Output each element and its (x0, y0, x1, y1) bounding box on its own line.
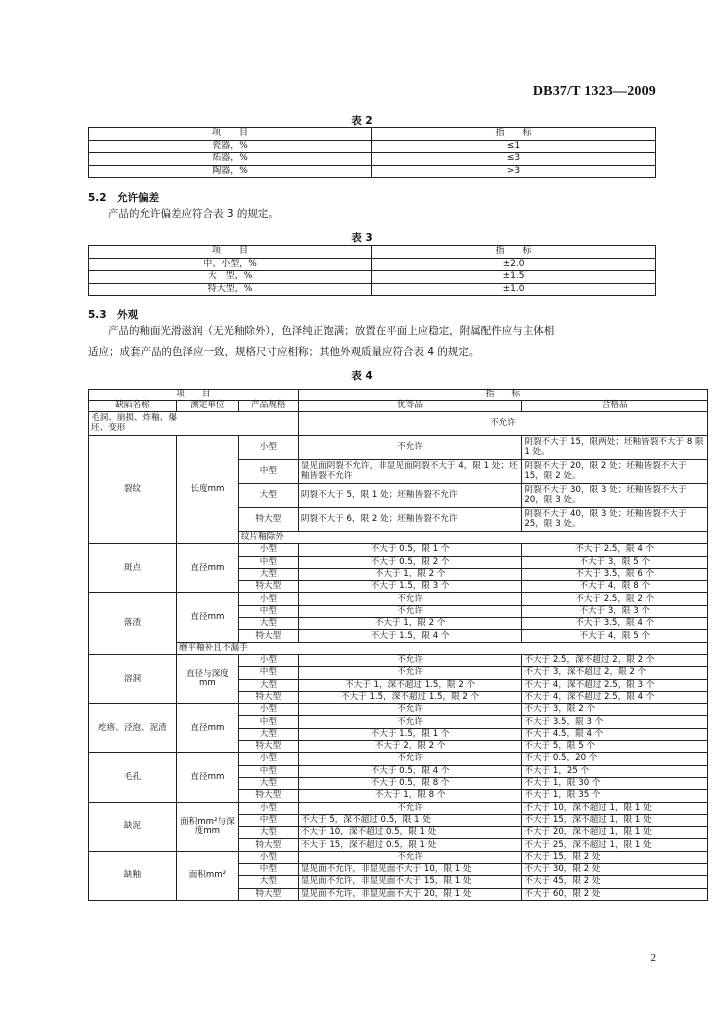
qualified-cell: 不大于 4，深不超过 2.5，限 3 个 (522, 679, 708, 691)
qualified-cell: 不大于 4，深不超过 2.5，限 4 个 (522, 691, 708, 703)
superior-cell: 不大于 1，深不超过 1.5，限 2 个 (298, 679, 522, 691)
table3-col-index: 指 标 (372, 246, 656, 259)
unit-cell: 面积mm²与深度mm (176, 802, 238, 851)
superior-cell: 不允许 (298, 605, 522, 617)
table-row (89, 436, 708, 460)
spec-cell: 中型 (238, 556, 298, 568)
table4-h-index: 指 标 (298, 390, 707, 401)
superior-cell: 不允许 (298, 851, 522, 863)
table4-header-row2 (89, 401, 708, 412)
table-row (89, 165, 656, 178)
superior-cell: 不允许 (298, 753, 522, 765)
qualified-cell: 不大于 1，限 35 个 (522, 790, 708, 802)
unit-cell: 直径mm (176, 593, 238, 642)
table-row (89, 802, 708, 814)
superior-cell: 不允许 (298, 802, 522, 814)
superior-cell: 不允许 (298, 654, 522, 666)
qualified-cell: 阴裂不大于 40，限 3 处；坯釉皆裂不大于 25，限 3 处。 (522, 508, 708, 532)
spec-cell: 特大型 (238, 888, 298, 900)
defect-name: 毛洞、崩损、炸釉、爆坯、变形 (89, 412, 299, 436)
qualified-cell: 不大于 3，限 2 个 (522, 704, 708, 716)
spec-cell: 特大型 (238, 741, 298, 753)
table3-value: ±1.5 (372, 271, 656, 284)
table-row (89, 851, 708, 863)
qualified-cell: 不大于 3，限 3 个 (522, 605, 708, 617)
qualified-cell: 阴裂不大于 30，限 3 处；坯釉皆裂不大于 20，限 3 处。 (522, 484, 708, 508)
spec-cell: 特大型 (238, 630, 298, 642)
spec-cell: 特大型 (238, 839, 298, 851)
spec-cell: 中型 (238, 814, 298, 826)
qualified-cell: 不大于 2.5，深不超过 2，限 2 个 (522, 654, 708, 666)
superior-cell: 显见面不允许，非显见面不大于 15，限 1 处 (298, 876, 522, 888)
spec-cell: 大型 (238, 568, 298, 580)
table-row (89, 642, 708, 654)
unit-cell: 直径mm (176, 704, 238, 753)
qualified-cell: 不大于 1，限 30 个 (522, 777, 708, 789)
superior-cell: 显见面阴裂不允许，非显见面阴裂不大于 4，限 1 处；坯釉皆裂不允许 (298, 460, 522, 484)
qualified-cell: 不大于 1，25 个 (522, 765, 708, 777)
qualified-cell: 不大于 15，限 2 处 (522, 851, 708, 863)
spec-cell: 大型 (238, 777, 298, 789)
qualified-cell: 不大于 2.5，限 2 个 (522, 593, 708, 605)
spec-cell: 大型 (238, 827, 298, 839)
spec-cell: 大型 (238, 679, 298, 691)
table-row (89, 258, 656, 271)
table2-value: >3 (372, 165, 656, 178)
qualified-cell: 阴裂不大于 20，限 2 处；坯釉皆裂不大于 15，限 2 处。 (522, 460, 708, 484)
spec-cell: 小型 (238, 436, 298, 460)
superior-cell: 不大于 15，深不超过 0.5，限 1 处 (298, 839, 522, 851)
qualified-cell: 不大于 3.5，限 6 个 (522, 568, 708, 580)
superior-cell: 不大于 0.5，限 4 个 (298, 765, 522, 777)
superior-cell: 不允许 (298, 716, 522, 728)
table2 (88, 127, 656, 178)
superior-cell: 不大于 1.5，限 1 个 (298, 728, 522, 740)
section-5-2-heading: 5.2 允许偏差 (88, 192, 160, 204)
spec-cell: 小型 (238, 851, 298, 863)
spec-cell: 小型 (238, 753, 298, 765)
superior-cell: 不大于 5，深不超过 0.5，限 1 处 (298, 814, 522, 826)
unit-cell: 长度mm (176, 436, 238, 544)
qualified-cell: 不大于 15，深不超过 1，限 1 处 (522, 814, 708, 826)
table3-value: ±1.0 (372, 283, 656, 296)
section-5-3-text-line2: 适应；成套产品的色泽应一致，规格尺寸应相称；其他外观质量应符合表 4 的规定。 (88, 346, 480, 358)
table2-item: 炻器，% (89, 153, 372, 166)
table2-value: ≤1 (372, 140, 656, 153)
qualified-cell: 不大于 4.5，限 4 个 (522, 728, 708, 740)
defect-name: 裂纹 (89, 436, 177, 544)
qualified-cell: 不大于 3.5，限 3 个 (522, 716, 708, 728)
table-row (89, 283, 656, 296)
defect-name: 缺泥 (89, 802, 177, 851)
spec-cell: 大型 (238, 618, 298, 630)
spec-cell: 大型 (238, 728, 298, 740)
superior-cell: 不大于 1.5，限 4 个 (298, 630, 522, 642)
table-row (89, 544, 708, 556)
table3-item: 中、小型，% (89, 258, 372, 271)
superior-cell: 显见面不允许，非显见面不大于 10，限 1 处 (298, 864, 522, 876)
table4-header-row1 (89, 390, 708, 401)
table2-col-index: 指 标 (372, 128, 656, 141)
note-cell: 纹片釉除外 (238, 532, 707, 544)
spec-cell: 特大型 (238, 581, 298, 593)
spec-cell: 中型 (238, 667, 298, 679)
qualified-cell: 不大于 25，深不超过 1，限 1 处 (522, 839, 708, 851)
table4-h-unit: 测定单位 (176, 401, 238, 412)
superior-cell: 不允许 (298, 436, 522, 460)
table3-col-item: 项 目 (89, 246, 372, 259)
qualified-cell: 不大于 5，限 5 个 (522, 741, 708, 753)
superior-cell: 不大于 0.5，限 8 个 (298, 777, 522, 789)
spec-cell: 中型 (238, 460, 298, 484)
table3 (88, 245, 656, 296)
table4-h-defect: 缺陷名称 (89, 401, 177, 412)
superior-cell: 不大于 1，限 2 个 (298, 618, 522, 630)
superior-cell: 不大于 10，深不超过 0.5，限 1 处 (298, 827, 522, 839)
table3-item: 大 型，% (89, 271, 372, 284)
superior-cell: 不允许 (298, 593, 522, 605)
spec-cell: 中型 (238, 605, 298, 617)
table3-item: 特大型，% (89, 283, 372, 296)
table3-value: ±2.0 (372, 258, 656, 271)
table-row (89, 412, 708, 436)
table2-value: ≤3 (372, 153, 656, 166)
section-5-2-text: 产品的允许偏差应符合表 3 的规定。 (108, 208, 279, 220)
note-cell: 磨平釉补且不漏手 (176, 642, 707, 654)
table2-item: 瓷器，% (89, 140, 372, 153)
spec-cell: 特大型 (238, 790, 298, 802)
defect-name: 缺釉 (89, 851, 177, 900)
qualified-cell: 不大于 4，限 8 个 (522, 581, 708, 593)
spec-cell: 小型 (238, 802, 298, 814)
qualified-cell: 不大于 2.5，限 4 个 (522, 544, 708, 556)
superior-cell: 阴裂不大于 6，限 2 处；坯釉皆裂不允许 (298, 508, 522, 532)
unit-cell: 面积mm² (176, 851, 238, 900)
qualified-cell: 不大于 3.5，限 4 个 (522, 618, 708, 630)
table4-h-spec: 产品规格 (238, 401, 298, 412)
superior-cell: 不大于 1，限 8 个 (298, 790, 522, 802)
superior-cell: 不允许 (298, 667, 522, 679)
standard-number: DB37/T 1323—2009 (532, 84, 656, 99)
qualified-cell: 不大于 4，限 5 个 (522, 630, 708, 642)
defect-name: 疙瘩、泾泡、泥渣 (89, 704, 177, 753)
page-number: 2 (650, 952, 656, 964)
value-cell: 不允许 (298, 412, 707, 436)
defect-name: 落渣 (89, 593, 177, 654)
qualified-cell: 不大于 0.5，20 个 (522, 753, 708, 765)
table4 (88, 389, 708, 901)
spec-cell: 大型 (238, 876, 298, 888)
table-row (89, 271, 656, 284)
table4-h-qualified: 合格品 (522, 401, 708, 412)
superior-cell: 不大于 0.5，限 1 个 (298, 544, 522, 556)
superior-cell: 不大于 1.5，限 3 个 (298, 581, 522, 593)
spec-cell: 特大型 (238, 508, 298, 532)
spec-cell: 小型 (238, 654, 298, 666)
spec-cell: 小型 (238, 544, 298, 556)
unit-cell: 直径mm (176, 753, 238, 802)
table3-header-row (89, 246, 656, 259)
spec-cell: 中型 (238, 864, 298, 876)
spec-cell: 小型 (238, 593, 298, 605)
defect-name: 毛孔 (89, 753, 177, 802)
table-row (89, 153, 656, 166)
spec-cell: 大型 (238, 484, 298, 508)
superior-cell: 不允许 (298, 704, 522, 716)
qualified-cell: 阴裂不大于 15，限两处；坯釉皆裂不大于 8 限 1 处。 (522, 436, 708, 460)
defect-name: 斑点 (89, 544, 177, 593)
table4-caption: 表 4 (351, 370, 373, 382)
table-row (89, 140, 656, 153)
qualified-cell: 不大于 45，限 2 处 (522, 876, 708, 888)
table-row (89, 593, 708, 605)
table4-h-superior: 优等品 (298, 401, 522, 412)
qualified-cell: 不大于 30，限 2 处 (522, 864, 708, 876)
table3-caption: 表 3 (351, 232, 373, 244)
table-row (89, 704, 708, 716)
table2-item: 陶器，% (89, 165, 372, 178)
table2-caption: 表 2 (351, 115, 373, 127)
qualified-cell: 不大于 3，深不超过 2，限 2 个 (522, 667, 708, 679)
superior-cell: 不大于 1，限 2 个 (298, 568, 522, 580)
superior-cell: 显见面不允许，非显见面不大于 20，限 1 处 (298, 888, 522, 900)
unit-cell: 直径与深度mm (176, 654, 238, 703)
table2-header-row (89, 128, 656, 141)
qualified-cell: 不大于 20，深不超过 1，限 1 处 (522, 827, 708, 839)
section-5-3-text-line1: 产品的釉面光滑滋润（无光釉除外），色泽纯正饱满；放置在平面上应稳定，附属配件应与主体相 (108, 325, 555, 337)
table4-h-item: 项 目 (89, 390, 299, 401)
spec-cell: 特大型 (238, 691, 298, 703)
spec-cell: 小型 (238, 704, 298, 716)
qualified-cell: 不大于 3，限 5 个 (522, 556, 708, 568)
defect-name: 溶洞 (89, 654, 177, 703)
superior-cell: 不大于 2，限 2 个 (298, 741, 522, 753)
spec-cell: 中型 (238, 716, 298, 728)
table-row (89, 753, 708, 765)
unit-cell: 直径mm (176, 544, 238, 593)
table-row (89, 654, 708, 666)
spec-cell: 中型 (238, 765, 298, 777)
superior-cell: 不大于 0.5，限 2 个 (298, 556, 522, 568)
superior-cell: 不大于 1.5，深不超过 1.5，限 2 个 (298, 691, 522, 703)
table2-col-item: 项 目 (89, 128, 372, 141)
section-5-3-heading: 5.3 外观 (88, 309, 139, 321)
qualified-cell: 不大于 10，深不超过 1，限 1 处 (522, 802, 708, 814)
superior-cell: 阴裂不大于 5，限 1 处；坯釉皆裂不允许 (298, 484, 522, 508)
qualified-cell: 不大于 60，限 2 处 (522, 888, 708, 900)
